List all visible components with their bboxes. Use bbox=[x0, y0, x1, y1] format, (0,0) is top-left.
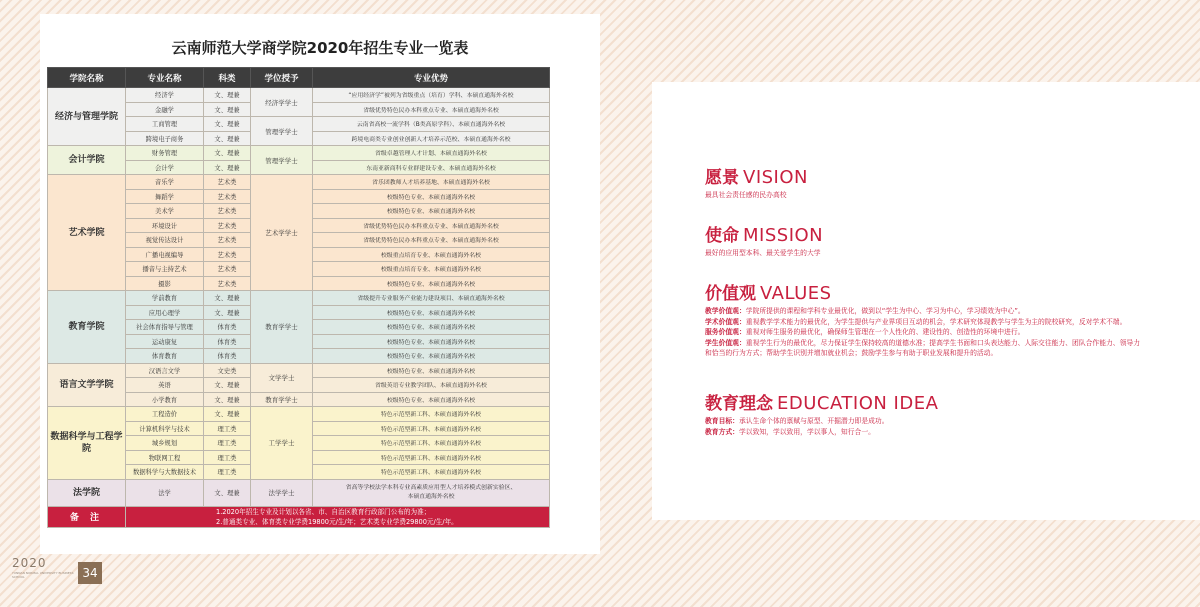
major-name: 金融学 bbox=[126, 102, 204, 117]
education-text: 承认生命个体的禀赋与原型、开掘潜力即是成功。 bbox=[738, 417, 889, 425]
major-name: 法学 bbox=[126, 479, 204, 506]
category: 文、理兼 bbox=[204, 392, 251, 407]
school-name: 艺术学院 bbox=[48, 175, 126, 291]
advantage: 特色示范型新工科、本硕直通海外名校 bbox=[313, 450, 550, 465]
school-name: 数据科学与工程学院 bbox=[48, 407, 126, 480]
education-key: 教育方式： bbox=[705, 427, 739, 436]
values-text: 重视教学学术能力的最优化，为学生提供与产业界项目互动的机会，学术研究体现教学与学生为主的院校研究，反对学术不端。 bbox=[745, 317, 1127, 326]
category: 文、理兼 bbox=[204, 407, 251, 422]
degree: 经济学学士 bbox=[251, 88, 313, 117]
education-text: 学以致知，学以致用，学以事人，知行合一。 bbox=[738, 427, 875, 436]
major-name: 应用心理学 bbox=[126, 305, 204, 320]
note-line: 1.2020年招生专业及计划以各省、市、自治区教育行政部门公布的为准； bbox=[216, 507, 431, 516]
category: 艺术类 bbox=[204, 175, 251, 190]
table-row bbox=[48, 479, 550, 506]
table-header-row bbox=[48, 68, 550, 88]
category: 艺术类 bbox=[204, 189, 251, 204]
education-title-cn: 教育理念 bbox=[705, 394, 773, 414]
major-name: 城乡规划 bbox=[126, 436, 204, 451]
major-name: 会计学 bbox=[126, 160, 204, 175]
major-name: 财务管理 bbox=[126, 146, 204, 161]
advantage: 校级特色专业、本硕直通海外名校 bbox=[313, 189, 550, 204]
values-key: 学术价值观： bbox=[705, 317, 746, 326]
category: 艺术类 bbox=[204, 218, 251, 233]
degree: 教育学学士 bbox=[251, 291, 313, 364]
values-key: 教学价值观： bbox=[705, 307, 746, 315]
advantage: “应用经济学”被列为省级重点（培育）学科、本硕直通海外名校 bbox=[313, 88, 550, 103]
admission-table bbox=[47, 67, 550, 528]
category: 理工类 bbox=[204, 436, 251, 451]
values-list bbox=[705, 306, 1145, 359]
category: 理工类 bbox=[204, 421, 251, 436]
values-item bbox=[705, 306, 1145, 317]
mission-text: 最好的应用型本科、最关爱学生的大学 bbox=[705, 249, 821, 257]
advantage-line: 本硕直通海外名校 bbox=[407, 493, 455, 500]
vision-text: 最具社会责任感的民办高校 bbox=[705, 191, 787, 199]
note-row bbox=[48, 506, 550, 527]
advantage: 校级特色专业、本硕直通海外名校 bbox=[313, 276, 550, 291]
category: 文、理兼 bbox=[204, 160, 251, 175]
advantage: 特色示范型新工科、本硕直通海外名校 bbox=[313, 407, 550, 422]
mission-title-cn: 使命 bbox=[705, 226, 739, 246]
major-name: 广播电视编导 bbox=[126, 247, 204, 262]
advantage: 校级特色专业、本硕直通海外名校 bbox=[313, 305, 550, 320]
category: 文史类 bbox=[204, 363, 251, 378]
values-title-cn: 价值观 bbox=[705, 284, 756, 304]
major-name: 视觉传达设计 bbox=[126, 233, 204, 248]
vision-title-cn: 愿景 bbox=[705, 168, 739, 188]
advantage: 特色示范型新工科、本硕直通海外名校 bbox=[313, 465, 550, 480]
mission-title-en: MISSION bbox=[743, 225, 824, 246]
major-name: 汉语言文学 bbox=[126, 363, 204, 378]
mission-heading bbox=[705, 221, 823, 246]
major-name: 美术学 bbox=[126, 204, 204, 219]
values-item bbox=[705, 338, 1145, 359]
category: 文、理兼 bbox=[204, 479, 251, 506]
header-major: 专业名称 bbox=[126, 68, 204, 88]
major-name: 环境设计 bbox=[126, 218, 204, 233]
category: 艺术类 bbox=[204, 204, 251, 219]
header-advantage: 专业优势 bbox=[313, 68, 550, 88]
header-category: 科类 bbox=[204, 68, 251, 88]
category: 艺术类 bbox=[204, 247, 251, 262]
category: 体育类 bbox=[204, 349, 251, 364]
school-name: 会计学院 bbox=[48, 146, 126, 175]
advantage: 校级重点培育专业、本硕直通海外名校 bbox=[313, 247, 550, 262]
page-title: 云南师范大学商学院2020年招生专业一览表 bbox=[171, 39, 469, 57]
major-name: 体育教育 bbox=[126, 349, 204, 364]
footer-year: 2020 bbox=[12, 556, 47, 570]
education-item bbox=[705, 416, 1145, 427]
category: 文、理兼 bbox=[204, 131, 251, 146]
degree: 教育学学士 bbox=[251, 392, 313, 407]
major-name: 音乐学 bbox=[126, 175, 204, 190]
category: 艺术类 bbox=[204, 262, 251, 277]
advantage: 省级卓越管理人才计划、本硕直通海外名校 bbox=[313, 146, 550, 161]
category: 文、理兼 bbox=[204, 291, 251, 306]
major-name: 数据科学与大数据技术 bbox=[126, 465, 204, 480]
header-school: 学院名称 bbox=[48, 68, 126, 88]
header-degree: 学位授予 bbox=[251, 68, 313, 88]
education-heading bbox=[705, 389, 938, 414]
school-name: 语言文学学院 bbox=[48, 363, 126, 407]
table-row bbox=[48, 146, 550, 161]
values-key: 学生价值观： bbox=[705, 338, 746, 347]
table-row bbox=[48, 407, 550, 422]
major-name: 物联网工程 bbox=[126, 450, 204, 465]
advantage: 省级提升专业服务产业能力建设项目、本硕直通海外名校 bbox=[313, 291, 550, 306]
values-heading bbox=[705, 279, 832, 304]
advantage: 省级英语专业教学团队、本硕直通海外名校 bbox=[313, 378, 550, 393]
category: 艺术类 bbox=[204, 276, 251, 291]
advantage: 东南亚新商科专业群建设专业、本硕直通海外名校 bbox=[313, 160, 550, 175]
major-name: 摄影 bbox=[126, 276, 204, 291]
degree: 法学学士 bbox=[251, 479, 313, 506]
school-name: 教育学院 bbox=[48, 291, 126, 364]
advantage: 校级特色专业、本硕直通海外名校 bbox=[313, 204, 550, 219]
category: 理工类 bbox=[204, 465, 251, 480]
degree: 管理学学士 bbox=[251, 117, 313, 146]
major-name: 计算机科学与技术 bbox=[126, 421, 204, 436]
category: 艺术类 bbox=[204, 233, 251, 248]
education-key: 教育目标： bbox=[705, 417, 739, 425]
education-title-en: EDUCATION IDEA bbox=[777, 393, 939, 414]
advantage: 省级优势特色民办本科重点专业、本硕直通海外名校 bbox=[313, 218, 550, 233]
advantage: 特色示范型新工科、本硕直通海外名校 bbox=[313, 436, 550, 451]
education-list bbox=[705, 416, 1145, 437]
major-name: 英语 bbox=[126, 378, 204, 393]
advantage: 省乐团教师人才培养基地、本硕直通海外名校 bbox=[313, 175, 550, 190]
advantage: 云南省高校一流学科（B类高原学科）、本硕直通海外名校 bbox=[313, 117, 550, 132]
advantage: 校级重点培育专业、本硕直通海外名校 bbox=[313, 262, 550, 277]
category: 体育类 bbox=[204, 334, 251, 349]
degree: 工学学士 bbox=[251, 407, 313, 480]
school-name: 经济与管理学院 bbox=[48, 88, 126, 146]
category: 文、理兼 bbox=[204, 102, 251, 117]
values-item bbox=[705, 327, 1145, 338]
note-line: 2.普通类专业、体育类专业学费19800元/生/年；艺术类专业学费29800元/生/年。 bbox=[216, 517, 458, 526]
major-name: 工商管理 bbox=[126, 117, 204, 132]
table-row bbox=[48, 88, 550, 103]
education-item bbox=[705, 427, 1145, 438]
advantage-line: 省高等学校法学本科专业高素质应用型人才培养模式创新实验区、 bbox=[345, 484, 517, 491]
degree: 文学学士 bbox=[251, 363, 313, 392]
values-text: 重视对师生服务的最优化，确保师生管理在一个人性化的、建设性的、创造性的环境中进行。 bbox=[745, 328, 1025, 336]
category: 文、理兼 bbox=[204, 117, 251, 132]
advantage: 特色示范型新工科、本硕直通海外名校 bbox=[313, 421, 550, 436]
major-name: 工程造价 bbox=[126, 407, 204, 422]
category: 理工类 bbox=[204, 450, 251, 465]
page-number: 34 bbox=[78, 562, 102, 584]
values-item bbox=[705, 317, 1145, 328]
vision-heading bbox=[705, 163, 808, 188]
category: 体育类 bbox=[204, 320, 251, 335]
degree: 管理学学士 bbox=[251, 146, 313, 175]
advantage: 跨境电商类专业创业创新人才培养示范校、本硕直通海外名校 bbox=[313, 131, 550, 146]
vision-title-en: VISION bbox=[743, 167, 808, 188]
category: 文、理兼 bbox=[204, 146, 251, 161]
school-name: 法学院 bbox=[48, 479, 126, 506]
note-label: 备 注 bbox=[48, 506, 126, 527]
values-key: 服务价值观： bbox=[705, 328, 746, 336]
values-text: 学院所提供的课程和学科专业最优化，做到以“学生为中心、学习为中心，学习绩效为中心”。 bbox=[745, 307, 1025, 315]
advantage: 省级优势特色民办本科重点专业、本硕直通海外名校 bbox=[313, 102, 550, 117]
advantage: 校级特色专业、本硕直通海外名校 bbox=[313, 320, 550, 335]
advantage: 校级特色专业、本硕直通海外名校 bbox=[313, 349, 550, 364]
table-row bbox=[48, 291, 550, 306]
major-name: 播音与主持艺术 bbox=[126, 262, 204, 277]
major-name: 舞蹈学 bbox=[126, 189, 204, 204]
major-name: 跨境电子商务 bbox=[126, 131, 204, 146]
advantage: 校级特色专业、本硕直通海外名校 bbox=[313, 392, 550, 407]
table-row bbox=[48, 363, 550, 378]
major-name: 运动康复 bbox=[126, 334, 204, 349]
major-name: 社会体育指导与管理 bbox=[126, 320, 204, 335]
degree: 艺术学学士 bbox=[251, 175, 313, 291]
major-name: 经济学 bbox=[126, 88, 204, 103]
advantage: 校级特色专业、本硕直通海外名校 bbox=[313, 363, 550, 378]
category: 文、理兼 bbox=[204, 305, 251, 320]
values-text: 重视学生行为的最优化，尽力保证学生保持较高的道德水准；提高学生书面和口头表达能力、人际交往能力、团队合作能力、领导力和恰当的行为方式；帮助学生识别并增加就业机会；鼓励学生参与有助于职业发展和提升的活动。 bbox=[705, 338, 1140, 357]
category: 文、理兼 bbox=[204, 88, 251, 103]
note-text bbox=[126, 506, 550, 527]
major-name: 学前教育 bbox=[126, 291, 204, 306]
table-row bbox=[48, 175, 550, 190]
advantage: 校级特色专业、本硕直通海外名校 bbox=[313, 334, 550, 349]
advantage: 省级优势特色民办本科重点专业、本硕直通海外名校 bbox=[313, 233, 550, 248]
values-title-en: VALUES bbox=[760, 283, 832, 304]
major-name: 小学教育 bbox=[126, 392, 204, 407]
footer-subtitle: YUNNAN NORMAL UNIVERSITY BUSINESS SCHOOL bbox=[12, 571, 74, 579]
category: 文、理兼 bbox=[204, 378, 251, 393]
advantage bbox=[313, 479, 550, 506]
